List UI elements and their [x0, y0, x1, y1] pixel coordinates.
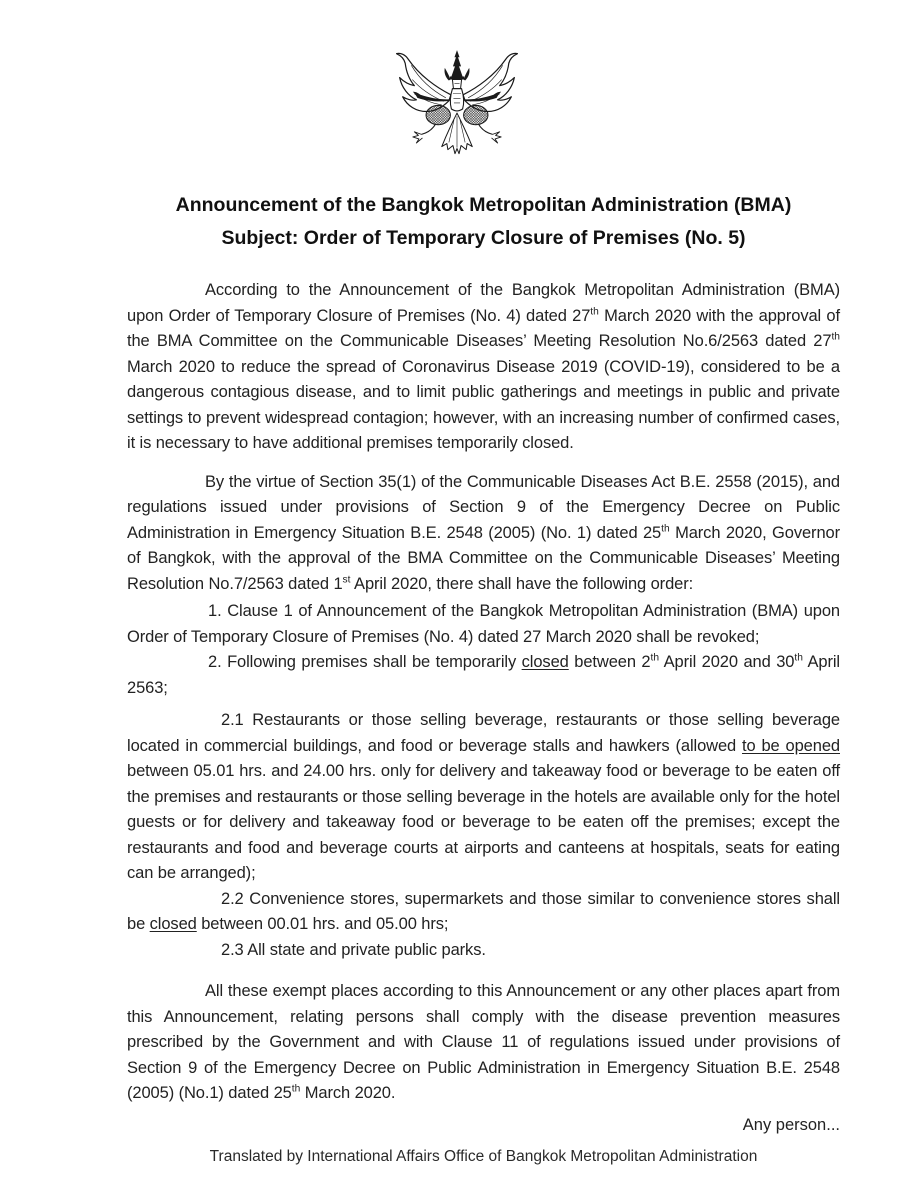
- clause-2: 2. Following premises shall be temporarily closed between 2th April 2020 and 30th April 2563;: [127, 652, 840, 697]
- para-intro: According to the Announcement of the Bangkok Metropolitan Administration (BMA) upon Order of Temporary Closure of Premises (No. 4) dated 27th March 2020 with the approval of the BMA Committee on the Communicable Diseases’ Meeting Resolution No.6/2563 dated 27th March 2020 to reduce the spread of Coronavirus Disease 2019 (COVID-19), considered to be a dangerous contagious disease, and to limit public gatherings and meetings in public and private settings to prevent widespread contagion; however, with an increasing number of confirmed cases, it is necessary to have additional premises temporarily closed.: [127, 281, 840, 452]
- para-exempt: All these exempt places according to this Announcement or any other places apart from this Announcement, relating persons shall comply with the disease prevention measures prescribed by the Government and with Clause 11 of regulations issued under provisions of Section 9 of the Emergency Decree on Public Administration in Emergency Situation B.E. 2548 (2005) (No.1) dated 25th March 2020.: [127, 982, 840, 1102]
- continuation-marker: Any person...: [742, 1115, 840, 1134]
- translation-credit: Translated by International Affairs Office of Bangkok Metropolitan Administration: [209, 1148, 758, 1165]
- document-subject: Subject: Order of Temporary Closure of Premises (No. 5): [221, 227, 746, 249]
- clause-2-1: 2.1 Restaurants or those selling beverage, restaurants or those selling beverage located in commercial buildings, and food or beverage stalls and hawkers (allowed to be opened between 05.01 hrs. and 24.00 hrs. only for delivery and takeaway food or beverage to be eaten off the premises and restaurants or those selling beverage in the hotels are available only for the hotel guests or for delivery and takeaway food or beverage to be eaten off the premises; except the restaurants and food and beverage courts at airports and canteens at hospitals, seats for eating can be arranged);: [127, 711, 840, 882]
- document-title: Announcement of the Bangkok Metropolitan Administration (BMA): [175, 194, 792, 216]
- clause-1: 1. Clause 1 of Announcement of the Bangkok Metropolitan Administration (BMA) upon Order of Temporary Closure of Premises (No. 4) dated 27 March 2020 shall be revoked;: [127, 602, 840, 646]
- clause-2-2: 2.2 Convenience stores, supermarkets and those similar to convenience stores shall be closed between 00.01 hrs. and 05.00 hrs;: [127, 889, 840, 933]
- clause-2-3: 2.3 All state and private public parks.: [221, 940, 486, 959]
- para-legal: By the virtue of Section 35(1) of the Communicable Diseases Act B.E. 2558 (2015), and regulations issued under provisions of Section 9 of the Emergency Decree on Public Administration in Emergency Situation B.E. 2548 (2005) (No. 1) dated 25th March 2020, Governor of Bangkok, with the approval of the BMA Committee on the Communicable Diseases’ Meeting Resolution No.7/2563 dated 1st April 2020, there shall have the following order:: [127, 472, 840, 593]
- document-body: [127, 278, 840, 1107]
- garuda-emblem: [391, 48, 523, 172]
